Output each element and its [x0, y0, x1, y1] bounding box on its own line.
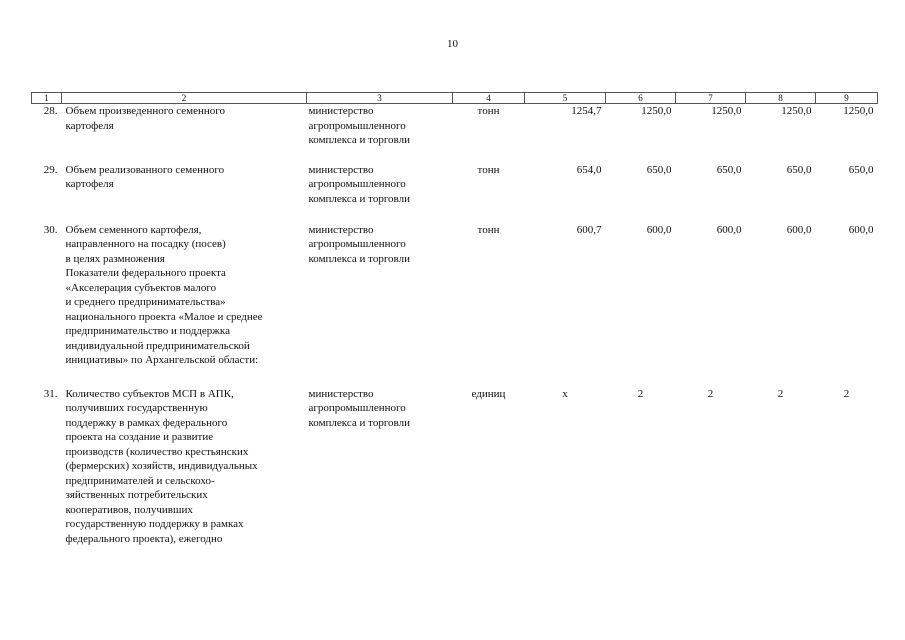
- table-row: [32, 104, 878, 163]
- row-number: 31.: [43, 387, 58, 400]
- header-col-6: 6: [606, 93, 676, 104]
- table-row: [32, 223, 878, 387]
- responsible-executor: министерство агропромышленного комплекса и торговли: [308, 223, 410, 265]
- value-col-5: 654,0: [576, 163, 602, 176]
- unit-of-measure: единиц: [471, 387, 506, 400]
- unit-of-measure: тонн: [477, 163, 500, 176]
- value-col-8: 650,0: [786, 163, 812, 176]
- value-col-7: 600,0: [716, 223, 742, 236]
- value-col-8: 2: [777, 387, 784, 400]
- value-col-5: 600,7: [576, 223, 602, 236]
- value-col-7: 2: [707, 387, 714, 400]
- header-col-1: 1: [32, 93, 62, 104]
- value-col-5: 1254,7: [571, 105, 602, 117]
- header-col-8: 8: [746, 93, 816, 104]
- value-col-6: 1250,0: [641, 105, 672, 117]
- value-col-8: 600,0: [786, 223, 812, 236]
- header-col-5: 5: [525, 93, 606, 104]
- responsible-executor: министерство агропромышленного комплекса и торговли: [308, 387, 410, 429]
- indicator-name: Объем реализованного семенного картофеля: [65, 163, 225, 190]
- header-col-9: 9: [816, 93, 878, 104]
- indicators-table: [31, 92, 878, 546]
- value-col-7: 650,0: [716, 163, 742, 176]
- indicator-name: Количество субъектов МСП в АПК, получивших государственную поддержку в рамках федерального проекта на создание и развитие производств (количество крестьянских (фермерских) хозяйств, индивидуальных предпринимателей и сельскохо- зяйственных потребительских кооперативов, получивших государственную поддержку в рамках федерального проекта), ежегодно: [65, 387, 258, 545]
- header-col-7: 7: [676, 93, 746, 104]
- value-col-7: 1250,0: [711, 105, 742, 117]
- responsible-executor: министерство агропромышленного комплекса и торговли: [308, 105, 410, 146]
- row-number: 30.: [43, 223, 58, 236]
- unit-of-measure: тонн: [477, 105, 500, 117]
- value-col-9: 600,0: [848, 223, 874, 236]
- value-col-6: 650,0: [646, 163, 672, 176]
- header-col-2: 2: [62, 93, 307, 104]
- value-col-6: 2: [637, 387, 644, 400]
- value-col-9: 650,0: [848, 163, 874, 176]
- page-number: 10: [447, 38, 458, 50]
- unit-of-measure: тонн: [477, 223, 500, 236]
- value-col-5: х: [562, 387, 568, 400]
- indicator-name: Объем произведенного семенного картофеля: [65, 105, 226, 132]
- indicator-name: Объем семенного картофеля, направленного на посадку (посев) в целях размножения Показатели федерального проекта «Акселерация субъектов малого и среднего предпринимательства» национального проекта «Малое и среднее предпринимательство и поддержка индивидуальной предпринимательской инициативы» по Архангельской области:: [65, 223, 263, 366]
- table-row: [32, 163, 878, 223]
- value-col-6: 600,0: [646, 223, 672, 236]
- header-col-3: 3: [307, 93, 453, 104]
- responsible-executor: министерство агропромышленного комплекса и торговли: [308, 163, 410, 205]
- row-number: 28.: [43, 105, 58, 117]
- row-number: 29.: [43, 163, 58, 176]
- value-col-9: 1250,0: [843, 105, 874, 117]
- table-row: [32, 387, 878, 547]
- column-number-header: [32, 93, 878, 104]
- value-col-8: 1250,0: [781, 105, 812, 117]
- value-col-9: 2: [843, 387, 850, 400]
- header-col-4: 4: [453, 93, 525, 104]
